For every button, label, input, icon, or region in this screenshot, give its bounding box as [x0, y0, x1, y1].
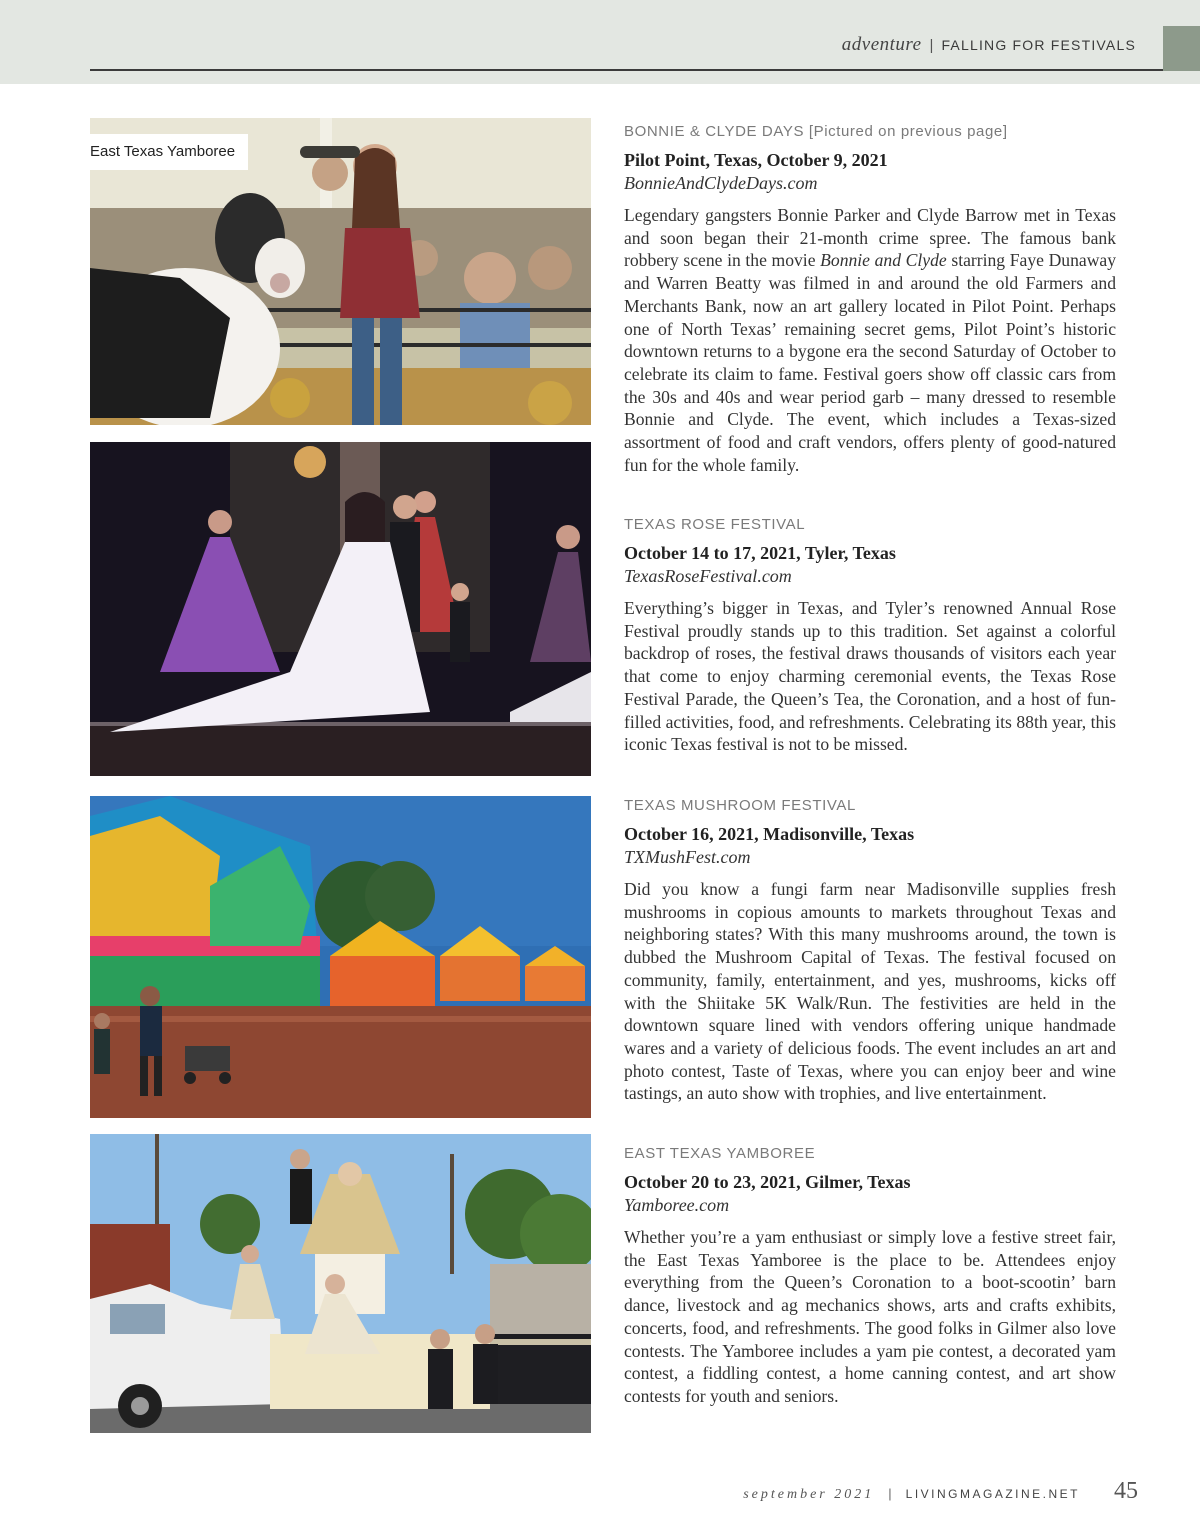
header-separator: |	[929, 37, 934, 54]
event-kicker: TEXAS ROSE FESTIVAL	[624, 516, 806, 533]
photo-mushroom-midway	[90, 796, 591, 1118]
event-description: Did you know a fungi farm near Madisonville supplies fresh mushrooms in copious amounts to markets throughout Texas and neighboring states? With this many mushrooms around, the town is dubbed the Mushroom Capital of Texas. The festival focused on community, family, entertainment, and yes, mushrooms, kicks off with the Shiitake 5K Walk/Run. The festivities are held in the downtown square lined with vendors offering unique handmade wares and a variety of delicious foods. The event includes an art and photo contest, Taste of Texas, where you can enjoy beer and wine tastings, an auto show with trophies, and live entertainment.	[624, 879, 1116, 1104]
event-description: Everything’s bigger in Texas, and Tyler’s renowned Annual Rose Festival proudly stands up to this tradition. Set against a colorful backdrop of roses, the festival draws thousands of visitors each year that come to enjoy charming ceremonial events, the Texas Rose Festival Parade, the Queen’s Tea, the Coronation, and a host of fun-filled activities, food, and refreshments. Celebrating its 88th year, this iconic Texas festival is not to be missed.	[624, 598, 1116, 755]
event-kicker: BONNIE & CLYDE DAYS [Pictured on previous page]	[624, 123, 1008, 140]
article-title: FALLING FOR FESTIVALS	[941, 37, 1136, 53]
photo-caption: East Texas Yamboree	[90, 134, 248, 170]
event-description: Whether you’re a yam enthusiast or simply love a festive street fair, the East Texas Yamboree is the place to be. Attendees enjoy everything from the Queen’s Coronation to a boot-scootin’ barn dance, livestock and ag mechanics shows, arts and crafts exhibits, concerts, food, and refreshments. The good folks in Gilmer also love contests. The Yamboree includes a yam pie contest, a decorated yam contest, a fiddling contest, a home canning contest, and art show contests for youth and seniors.	[624, 1227, 1116, 1406]
page-footer	[743, 1478, 1138, 1504]
issue-date: september 2021	[743, 1487, 875, 1502]
event-website[interactable]: Yamboree.com	[624, 1195, 730, 1215]
event-date-location: October 20 to 23, 2021, Gilmer, Texas	[624, 1172, 911, 1192]
event-texas-rose-festival	[624, 516, 1116, 756]
event-east-texas-yamboree	[624, 1145, 1116, 1408]
section-name: adventure	[841, 34, 922, 55]
photo-rose-coronation	[90, 442, 591, 776]
event-kicker: EAST TEXAS YAMBOREE	[624, 1145, 816, 1162]
event-website[interactable]: TXMushFest.com	[624, 847, 751, 867]
event-kicker: TEXAS MUSHROOM FESTIVAL	[624, 797, 856, 814]
header-rule	[90, 69, 1163, 71]
photo-yamboree-parade	[90, 1134, 591, 1433]
event-description-part: Legendary gangsters Bonnie Parker and Clyde Barrow met in Texas and soon began their 21-month crime spree. The famous bank robbery scene in the movie	[624, 205, 1116, 271]
event-website[interactable]: TexasRoseFestival.com	[624, 566, 792, 586]
event-date-location: Pilot Point, Texas, October 9, 2021	[624, 150, 888, 170]
event-description-part: starring Faye Dunaway and Warren Beatty was filmed in and around the old Farmers and Merchants Bank, now an art gallery located in Pilot Point. Perhaps one of North Texas’ remaining secret gems, Pilot Point’s historic downtown returns to a bygone era the second Saturday of October to celebrate its claim to fame. Festival goers show off classic cars from the 30s and 40s and wear period garb – many dressed to resemble Bonnie and Clyde. The event, which includes a Texas-sized assortment of food and craft vendors, offers plenty of good-natured fun for the whole family.	[624, 250, 1117, 475]
event-date-location: October 16, 2021, Madisonville, Texas	[624, 824, 915, 844]
magazine-website[interactable]: LIVINGMAGAZINE.NET	[905, 1487, 1080, 1501]
running-header	[842, 34, 1136, 56]
page-number: 45	[1114, 1478, 1138, 1504]
footer-separator: |	[888, 1486, 892, 1501]
event-bonnie-clyde-days	[624, 123, 1116, 476]
header-tab	[1163, 26, 1200, 71]
event-website[interactable]: BonnieAndClydeDays.com	[624, 173, 818, 193]
event-texas-mushroom-festival	[624, 797, 1116, 1105]
event-date-location: October 14 to 17, 2021, Tyler, Texas	[624, 543, 896, 563]
film-title: Bonnie and Clyde	[820, 250, 947, 271]
event-description	[624, 204, 1116, 476]
